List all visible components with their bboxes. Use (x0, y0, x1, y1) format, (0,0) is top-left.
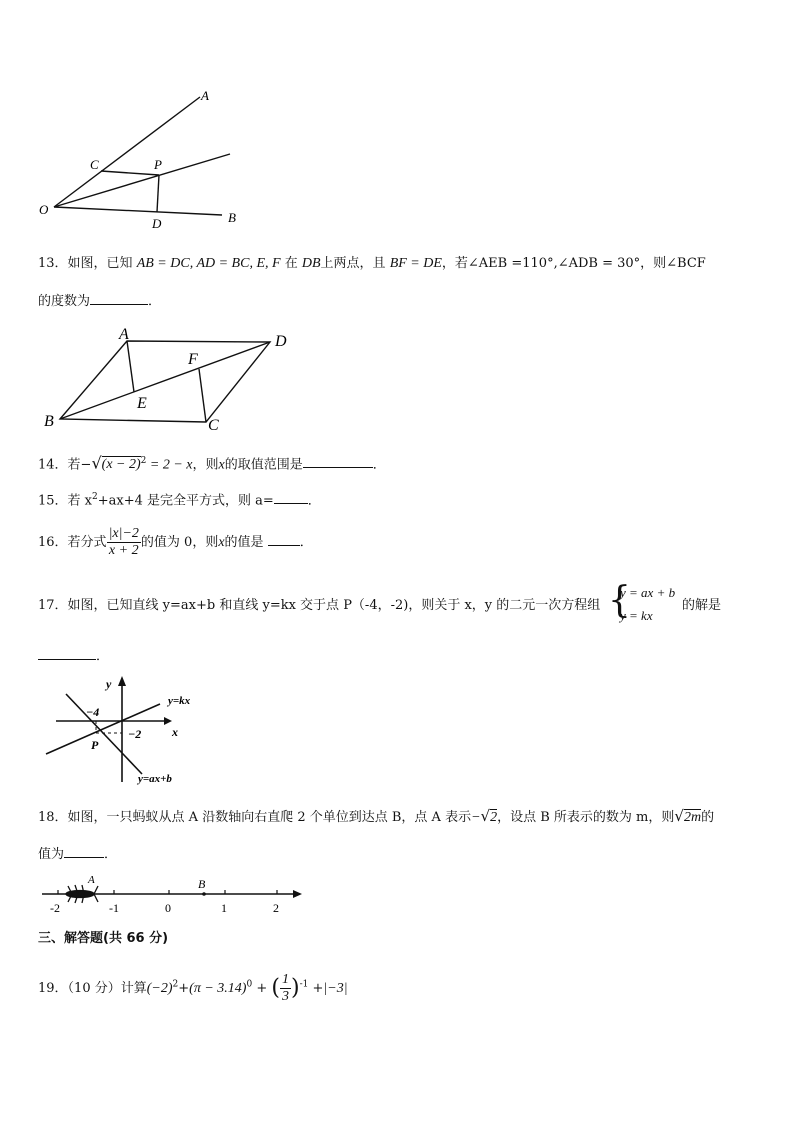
question-19: 19．（10 分）计算$(-2)^2+(\pi - 3.14)^0$ + ( $\frac{1}{3}$ )$^{-1}$ +|−3| (38, 972, 348, 1004)
point-b-label: B (198, 877, 206, 891)
question-15: 15．若 $x^2+ax+4$ 是完全平方式，则 a= ． (38, 492, 321, 509)
tick-label: 1 (221, 901, 227, 915)
axis-label-y: y (106, 677, 112, 691)
label-p: P (154, 157, 162, 172)
question-17-line2: ． (38, 646, 109, 666)
label-y-kx: y=kx (168, 695, 191, 707)
fraction: $\frac{|x|-2}{x + 2}$ (108, 526, 139, 558)
tick-label: -1 (109, 901, 119, 915)
answer-blank[interactable] (90, 291, 148, 305)
fraction-one-third: $\frac{1}{3}$ (281, 972, 289, 1004)
fig-label-a: A (119, 326, 129, 343)
axis-label-x: x (172, 725, 178, 739)
ant-icon (66, 885, 98, 903)
answer-blank[interactable] (303, 454, 373, 468)
question-16: 16．若分式 $\frac{|x|-2}{x + 2}$ 的值为 0，则x的值是 ． (38, 526, 313, 558)
tick-label: 0 (165, 901, 171, 915)
question-17-line1: 17．如图，已知直线 y=ax+b 和直线 y=kx 交于点 P（-4，-2)，则关于 x，y 的二元一次方程组 (38, 598, 601, 613)
fig-label-e: E (137, 395, 147, 412)
tick-label: -2 (50, 901, 60, 915)
answer-blank[interactable] (274, 490, 308, 504)
figure-angle-opb (30, 82, 260, 232)
fig-label-c: C (208, 417, 219, 434)
question-18-line1: 18．如图，一只蚂蚁从点 A 沿数轴向右直爬 2 个单位到达点 B，点 A 表示−√2，设点 B 所表示的数为 m，则√2m的 (38, 807, 715, 825)
question-17-tail: 的解是 (682, 598, 722, 613)
point-a-label: A (88, 874, 95, 886)
tick-neg4: −4 (86, 705, 100, 719)
label-b: B (228, 210, 236, 225)
figure-parallelogram (40, 326, 300, 436)
question-18-line2: 值为 ． (38, 844, 117, 864)
fig-label-d: D (275, 333, 287, 350)
fig-label-b: B (44, 413, 54, 430)
answer-blank[interactable] (38, 646, 96, 660)
label-o: O (39, 202, 49, 217)
question-14: 14．若$-√(x - 2)^2 = 2 - x$，则x的取值范围是 ． (38, 453, 386, 473)
figure-number-line (38, 872, 308, 920)
label-d: D (152, 216, 162, 231)
label-a: A (201, 88, 209, 103)
question-13-line1: 13．如图，已知 AB = DC, AD = BC, E, F 在 DB上两点，且 BF = DE，若∠AEB =110°,∠ADB = 30°，则∠BCF (38, 256, 706, 271)
tick-label: 2 (273, 901, 279, 915)
section-heading: 三、解答题(共 66 分) (38, 931, 169, 946)
point-p: P (91, 738, 99, 752)
question-13-line2: 的度数为 ． (38, 291, 161, 311)
label-c: C (90, 157, 99, 172)
answer-blank[interactable] (268, 532, 300, 546)
tick-neg2: −2 (128, 727, 142, 741)
figure-lines-intersection (38, 674, 198, 786)
fig-label-f: F (188, 351, 198, 368)
answer-blank[interactable] (64, 844, 104, 858)
label-y-axb: y=ax+b (138, 773, 172, 785)
